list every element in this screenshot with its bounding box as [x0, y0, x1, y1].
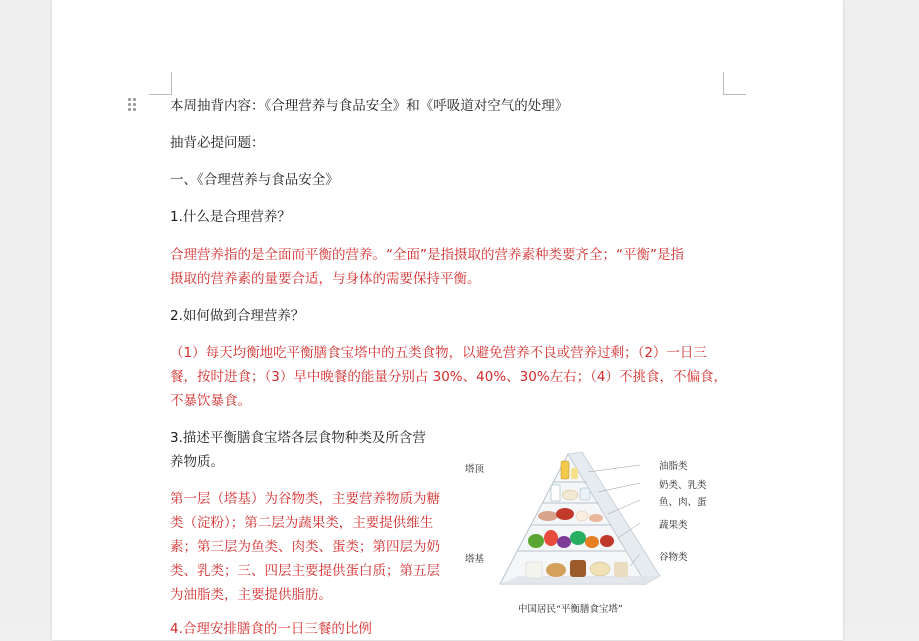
answer-2-line: （1）每天均衡地吃平衡膳食宝塔中的五类食物，以避免营养不良或营养过剩；（2）一日三 — [170, 345, 707, 361]
pyramid-base-label: 塔基 — [465, 554, 485, 565]
question-3-line: 养物质。 — [170, 454, 224, 470]
margin-corner-top-left — [149, 72, 172, 95]
question-3-line: 3.描述平衡膳食宝塔各层食物种类及所含营 — [170, 430, 426, 446]
answer-1-line: 摄取的营养素的量要合适，与身体的需要保持平衡。 — [170, 271, 481, 287]
question-1[interactable]: 1.什么是合理营养？ — [170, 209, 291, 225]
question-3[interactable] — [170, 426, 426, 474]
pyramid-caption: 中国居民“平衡膳食宝塔” — [518, 604, 623, 615]
answer-2-line: 不暴饮暴食。 — [170, 393, 251, 409]
food-pyramid-image — [460, 448, 720, 618]
layer-label-oil: 油脂类 — [659, 461, 688, 472]
layer-label-grains: 谷物类 — [659, 552, 688, 563]
document-page[interactable] — [52, 0, 843, 640]
answer-3-line: 类（淀粉）；第二层为蔬果类，主要提供维生 — [170, 515, 434, 531]
layer-label-meat: 鱼、肉、蛋 — [659, 497, 707, 508]
answer-3-line: 素；第三层为鱼类、肉类、蛋类；第四层为奶 — [170, 539, 440, 555]
pyramid-top-label: 塔顶 — [465, 464, 485, 475]
margin-corner-top-right — [723, 72, 746, 95]
questions-heading[interactable]: 抽背必提问题： — [170, 135, 265, 151]
answer-1[interactable] — [170, 243, 684, 291]
answer-2-line: 餐，按时进食；（3）早中晚餐的能量分别占 30%、40%、30%左右；（4）不挑食，不偏食， — [170, 369, 727, 385]
answer-2[interactable] — [170, 341, 727, 413]
layer-label-vegetables: 蔬果类 — [659, 520, 688, 531]
intro-line[interactable]: 本周抽背内容：《合理营养与食品安全》和《呼吸道对空气的处理》 — [170, 98, 569, 114]
layer-label-milk: 奶类、乳类 — [659, 480, 707, 491]
question-2[interactable]: 2.如何做到合理营养？ — [170, 308, 305, 324]
answer-3-line: 类、乳类；三、四层主要提供蛋白质；第五层 — [170, 563, 440, 579]
paragraph-drag-handle-icon[interactable] — [128, 98, 138, 112]
answer-3[interactable] — [170, 487, 440, 607]
answer-3-line: 第一层（塔基）为谷物类，主要营养物质为糖 — [170, 491, 440, 507]
answer-3-line: 为油脂类，主要提供脂肪。 — [170, 587, 332, 603]
answer-1-line: 合理营养指的是全面而平衡的营养。“全面”是指摄取的营养素种类要齐全；“平衡”是指 — [170, 247, 684, 263]
food-pyramid-figure[interactable] — [460, 448, 720, 618]
question-4-cut[interactable]: 4.合理安排膳食的一日三餐的比例 — [170, 621, 372, 637]
section-1-heading[interactable]: 一、《合理营养与食品安全》 — [170, 172, 339, 188]
